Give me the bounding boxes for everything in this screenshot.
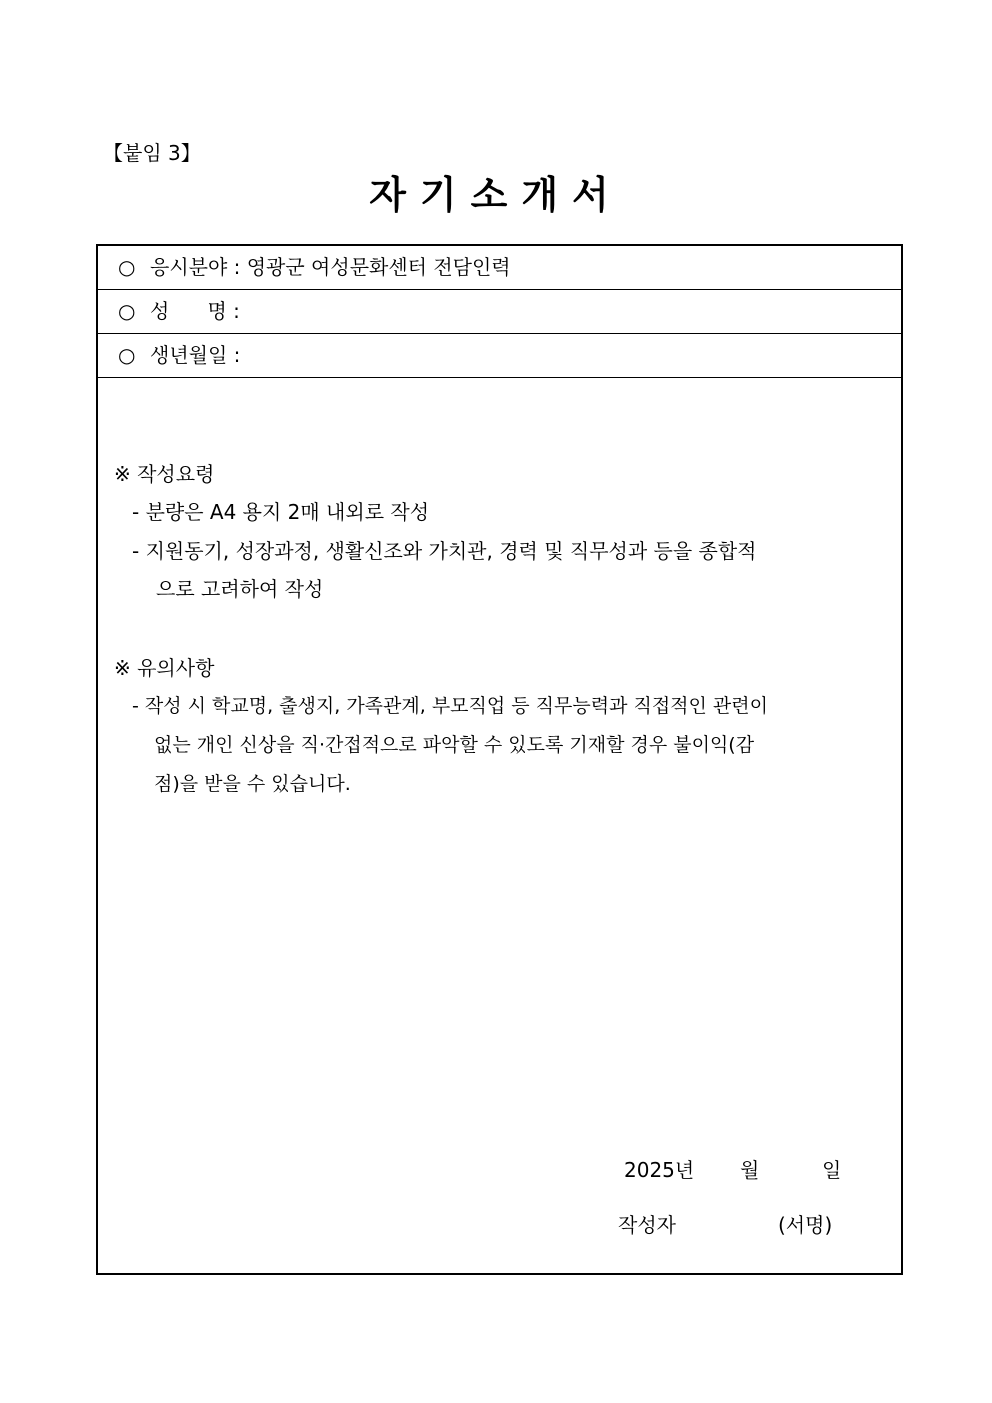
writing-guide-item-continued: 으로 고려하여 작성 bbox=[156, 577, 324, 601]
name-label: 성 명 : bbox=[150, 299, 240, 323]
writer-label: 작성자 bbox=[618, 1213, 676, 1237]
notes-item-continued: 점)을 받을 수 있습니다. bbox=[154, 773, 351, 795]
date-day: 일 bbox=[822, 1158, 842, 1182]
notes-item: - 작성 시 학교명, 출생지, 가족관계, 부모직업 등 직무능력과 직접적인 관련이 bbox=[132, 695, 768, 717]
signature-placeholder: (서명) bbox=[778, 1213, 833, 1237]
essay-area bbox=[98, 378, 901, 1273]
writing-guide-item: - 분량은 A4 용지 2매 내외로 작성 bbox=[132, 500, 430, 524]
circle-bullet-icon: ○ bbox=[118, 343, 136, 367]
date-year: 2025년 bbox=[624, 1158, 695, 1182]
notes-heading: ※ 유의사항 bbox=[114, 656, 215, 680]
date-month: 월 bbox=[740, 1158, 760, 1182]
attachment-label: 【붙임 3】 bbox=[103, 141, 201, 165]
circle-bullet-icon: ○ bbox=[118, 255, 136, 279]
self-introduction-form bbox=[96, 244, 903, 1275]
circle-bullet-icon: ○ bbox=[118, 299, 136, 323]
application-field-text: 응시분야 : 영광군 여성문화센터 전담인력 bbox=[150, 255, 511, 279]
birth-label: 생년월일 : bbox=[150, 343, 241, 367]
writing-guide-heading: ※ 작성요령 bbox=[114, 462, 215, 486]
birth-row bbox=[98, 334, 901, 378]
field-row bbox=[98, 246, 901, 290]
name-row bbox=[98, 290, 901, 334]
notes-item-continued: 없는 개인 신상을 직·간접적으로 파악할 수 있도록 기재할 경우 불이익(감 bbox=[154, 734, 755, 756]
writing-guide-item: - 지원동기, 성장과정, 생활신조와 가치관, 경력 및 직무성과 등을 종합적 bbox=[132, 539, 757, 563]
document-title: 자기소개서 bbox=[369, 173, 623, 217]
